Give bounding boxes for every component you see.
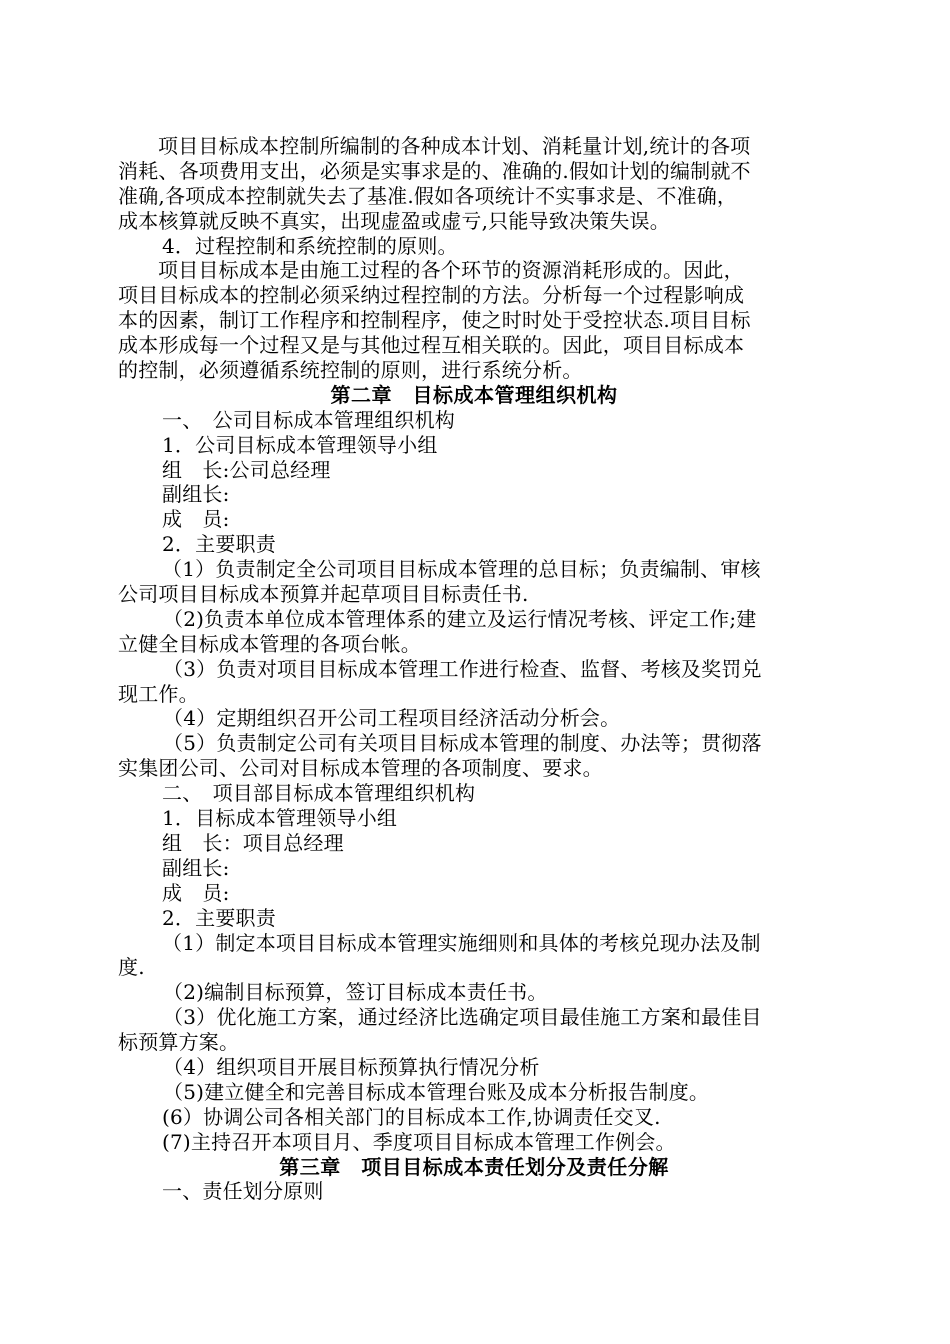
member-line: 组 长：项目总经理 [162,830,344,855]
duty-item: （1）负责制定全公司项目目标成本管理的总目标；负责编制、审核 [162,557,761,582]
chapter-heading: 第三章 项目目标成本责任划分及责任分解 [279,1154,669,1179]
subsection-heading: 2．主要职责 [162,532,276,557]
duty-item-cont: 现工作。 [118,681,199,706]
duty-item: （4）组织项目开展目标预算执行情况分析 [163,1054,540,1079]
duty-item-cont: 立健全目标成本管理的各项台帐。 [118,631,421,656]
member-line: 组 长:公司总经理 [162,457,331,482]
duty-item: （5）负责制定公司有关项目目标成本管理的制度、办法等；贯彻落 [163,731,762,756]
section-heading: 二、 项目部目标成本管理组织机构 [162,781,476,806]
member-line: 成 员: [162,880,230,905]
duty-item-cont: 实集团公司、公司对目标成本管理的各项制度、要求。 [118,756,603,781]
duty-item-cont: 公司项目目标成本预算并起草项目目标责任书. [118,582,529,607]
paragraph-line: 本的因素，制订工作程序和控制程序，使之时时处于受控状态.项目目标 [118,308,751,333]
paragraph-line: 成本核算就反映不真实，出现虚盈或虚亏,只能导致决策失误。 [118,208,670,233]
duty-item: （5)建立健全和完善目标成本管理台账及成本分析报告制度。 [163,1079,710,1104]
member-line: 副组长: [162,855,230,880]
paragraph-line: 准确,各项成本控制就失去了基准.假如各项统计不实事求是、不准确， [118,183,738,208]
section-heading: 一、 公司目标成本管理组织机构 [162,407,455,432]
member-line: 成 员: [162,507,230,532]
duty-item: （2)负责本单位成本管理体系的建立及运行情况考核、评定工作;建 [163,606,757,631]
document-page [118,134,830,1204]
subsection-heading: 1．目标成本管理领导小组 [162,806,398,831]
duty-item: (6）协调公司各相关部门的目标成本工作,协调责任交叉. [162,1104,661,1129]
chapter-heading: 第二章 目标成本管理组织机构 [330,382,618,407]
paragraph-line: 的控制，必须遵循系统控制的原则，进行系统分析。 [118,358,583,383]
subsection-heading: 1．公司目标成本管理领导小组 [162,432,438,457]
duty-item-cont: 标预算方案。 [118,1030,240,1055]
paragraph-line: 项目目标成本的控制必须采纳过程控制的方法。分析每一个过程影响成 [118,283,745,308]
duty-item-cont: 度. [118,955,145,980]
duty-item: （4）定期组织召开公司工程项目经济活动分析会。 [163,706,621,731]
duty-item: （3）优化施工方案，通过经济比选确定项目最佳施工方案和最佳目 [163,1005,762,1030]
member-line: 副组长: [162,482,230,507]
duty-item: （1）制定本项目目标成本管理实施细则和具体的考核兑现办法及制 [162,930,761,955]
subsection-heading: 2．主要职责 [162,905,276,930]
section-item: 4．过程控制和系统控制的原则。 [162,233,458,258]
duty-item: (7)主持召开本项目月、季度项目目标成本管理工作例会。 [162,1129,676,1154]
paragraph-line: 成本形成每一个过程又是与其他过程互相关联的。因此，项目目标成本 [118,333,745,358]
paragraph-line: 项目目标成本控制所编制的各种成本计划、消耗量计划,统计的各项 [158,134,751,158]
duty-item: （3）负责对项目目标成本管理工作进行检查、监督、考核及奖罚兑 [163,656,762,681]
paragraph-line: 项目目标成本是由施工过程的各个环节的资源消耗形成的。因此， [158,258,744,283]
paragraph-line: 消耗、各项费用支出，必须是实事求是的、准确的.假如计划的编制就不 [118,158,751,183]
duty-item: （2)编制目标预算，签订目标成本责任书。 [163,980,548,1005]
section-heading: 一、责任划分原则 [162,1179,324,1204]
